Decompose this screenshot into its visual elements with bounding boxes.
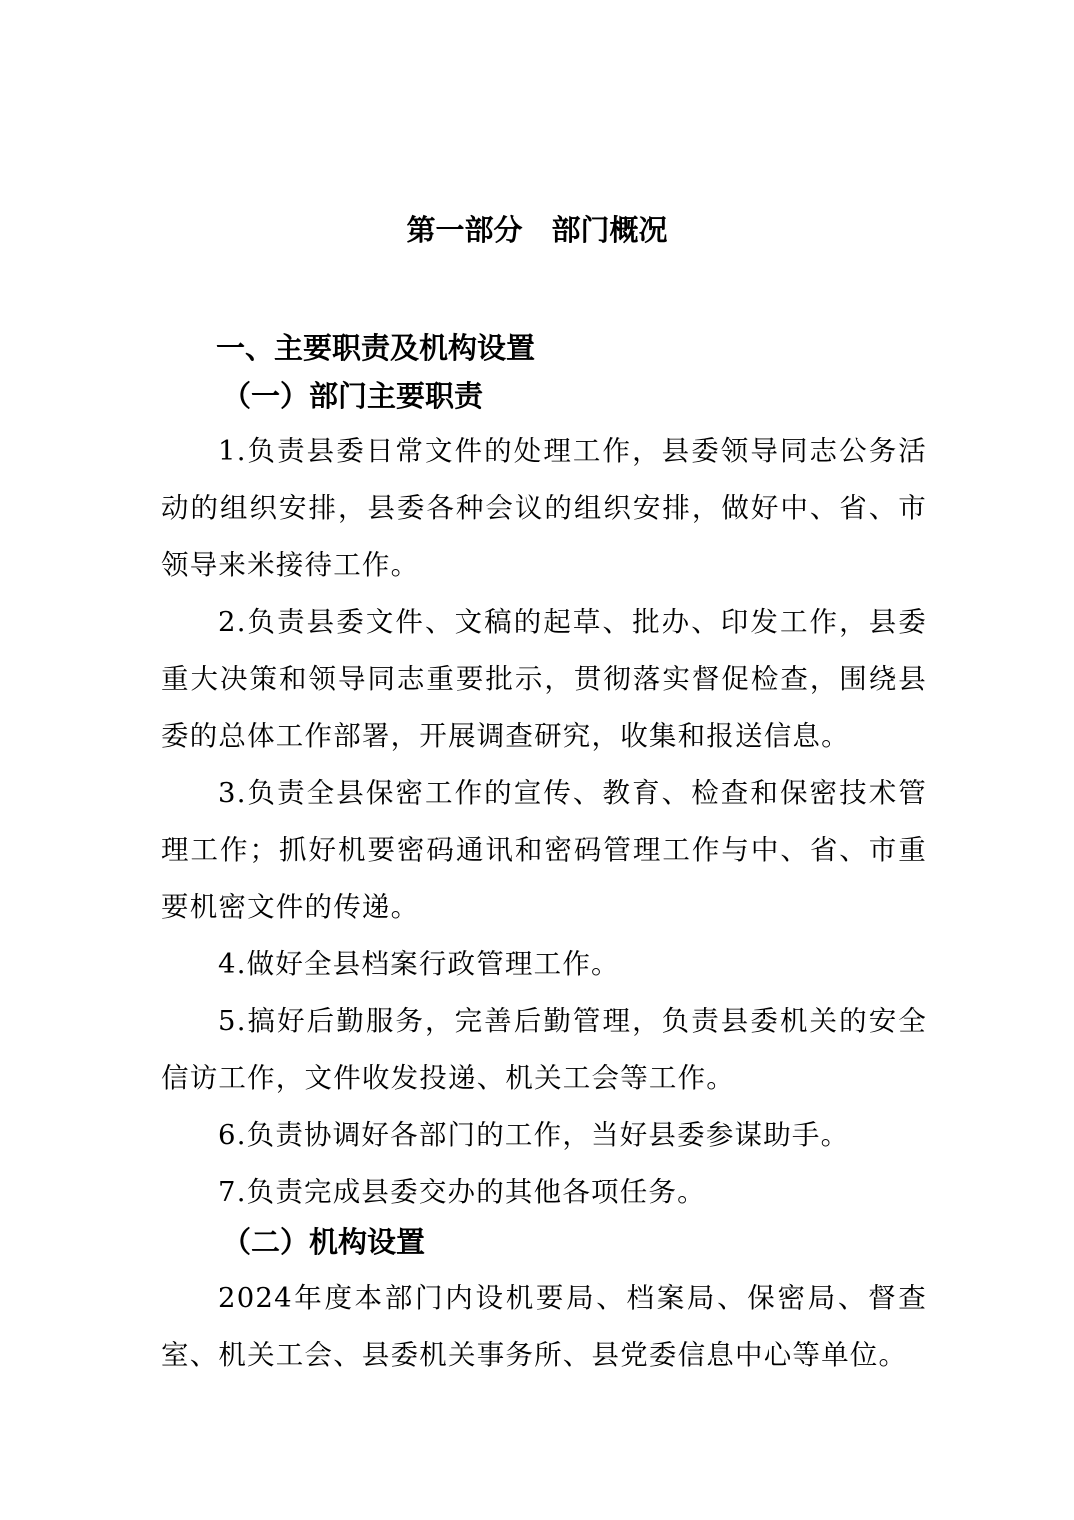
org-paragraph: 2024年度本部门内设机要局、档案局、保密局、督查室、机关工会、县委机关事务所、县党委信息中心等单位。: [161, 1282, 927, 1371]
duty-paragraph-4: 4.做好全县档案行政管理工作。: [218, 948, 620, 980]
duty-paragraph-5: 5.搞好后勤服务，完善后勤管理，负责县委机关的安全信访工作，文件收发投递、机关工会等工作。: [161, 1005, 927, 1094]
page-title: 第一部分 部门概况: [406, 213, 668, 247]
duty-paragraph-6: 6.负责协调好各部门的工作，当好县委参谋助手。: [218, 1119, 850, 1151]
duty-paragraph-3: 3.负责全县保密工作的宣传、教育、检查和保密技术管理工作；抓好机要密码通讯和密码管理工作与中、省、市重要机密文件的传递。: [161, 777, 927, 923]
duty-paragraph-7: 7.负责完成县委交办的其他各项任务。: [218, 1176, 706, 1208]
subsection-heading-org: （二）机构设置: [222, 1225, 426, 1259]
section-heading: 一、主要职责及机构设置: [216, 331, 536, 365]
duty-paragraph-2: 2.负责县委文件、文稿的起草、批办、印发工作，县委重大决策和领导同志重要批示，贯彻落实督促检查，围绕县委的总体工作部署，开展调查研究，收集和报送信息。: [161, 606, 927, 752]
duty-paragraph-1: 1.负责县委日常文件的处理工作，县委领导同志公务活动的组织安排，县委各种会议的组织安排，做好中、省、市领导来米接待工作。: [161, 435, 927, 581]
subsection-heading-duties: （一）部门主要职责: [222, 379, 484, 413]
